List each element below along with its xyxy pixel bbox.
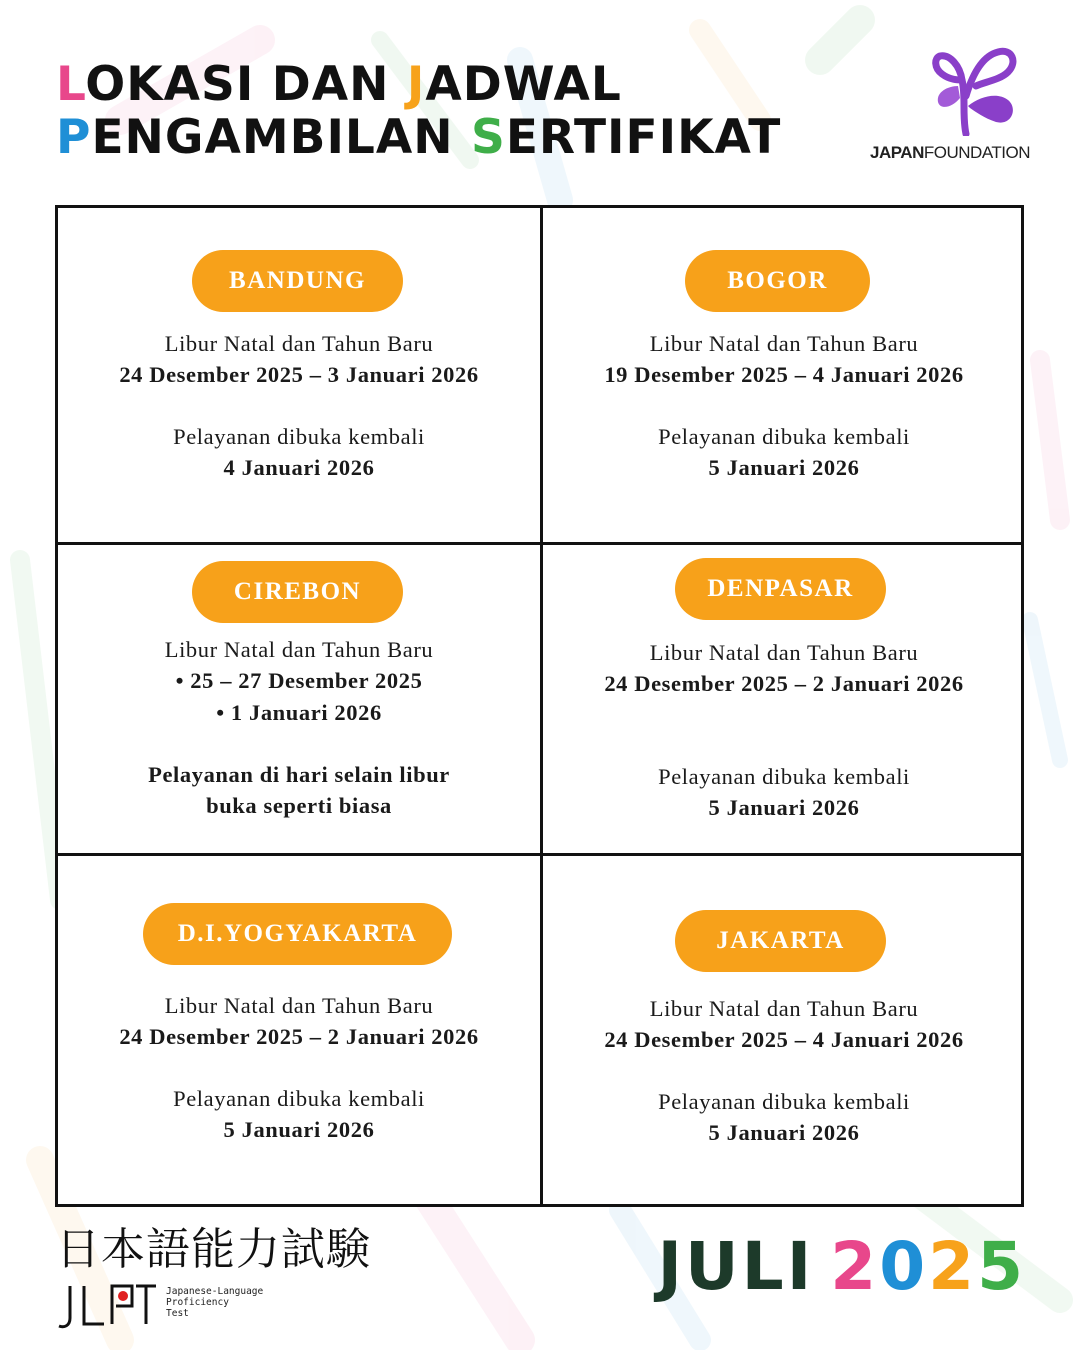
reopen-date: 4 Januari 2026 <box>223 455 375 480</box>
title-line-1 <box>56 58 781 111</box>
title-word: ERTIFIKAT <box>505 110 782 165</box>
year-digit: 2 <box>928 1228 978 1305</box>
jlpt-subtitle-line: Japanese-Language <box>166 1286 264 1297</box>
page-title <box>56 58 781 164</box>
schedule-grid <box>55 205 1024 1207</box>
holiday-label: Libur Natal dan Tahun Baru <box>164 993 434 1018</box>
city-badge: D.I.YOGYAKARTA <box>143 903 452 965</box>
title-initial: S <box>470 110 506 165</box>
edition-month: JULI <box>657 1228 815 1305</box>
location-card-cirebon <box>58 545 540 853</box>
city-badge: JAKARTA <box>675 910 886 972</box>
reopen-label: Pelayanan dibuka kembali <box>658 764 910 789</box>
jlpt-subtitle <box>166 1286 263 1319</box>
holiday-label: Libur Natal dan Tahun Baru <box>649 640 919 665</box>
reopen-label: Pelayanan dibuka kembali <box>658 1089 910 1114</box>
holiday-label: Libur Natal dan Tahun Baru <box>164 331 434 356</box>
city-badge: DENPASAR <box>675 558 886 620</box>
logo-wordmark: JAPANFOUNDATION <box>870 143 1030 162</box>
reopen-label: Pelayanan dibuka kembali <box>658 424 910 449</box>
butterfly-icon <box>932 46 1020 136</box>
year-digit: 0 <box>879 1228 929 1305</box>
edition-date <box>657 1228 1026 1305</box>
reopen-label: Pelayanan dibuka kembali <box>173 1086 425 1111</box>
reopen-date: 5 Januari 2026 <box>708 455 860 480</box>
title-word: OKASI DAN <box>85 57 407 112</box>
title-word: ADWAL <box>425 57 622 112</box>
reopen-date: 5 Januari 2026 <box>708 1120 860 1145</box>
holiday-label: Libur Natal dan Tahun Baru <box>649 996 919 1021</box>
title-line-2 <box>56 111 781 164</box>
reopen-date: 5 Januari 2026 <box>708 795 860 820</box>
city-badge: BOGOR <box>685 250 870 312</box>
location-card-yogyakarta <box>58 856 540 1204</box>
holiday-dates: 24 Desember 2025 – 2 Januari 2026 <box>119 1024 479 1049</box>
service-note: buka seperti biasa <box>206 793 392 818</box>
location-card-denpasar <box>543 545 1025 853</box>
holiday-label: Libur Natal dan Tahun Baru <box>164 637 434 662</box>
holiday-bullet: • 1 Januari 2026 <box>216 700 382 725</box>
year-digit: 2 <box>830 1228 880 1305</box>
japan-foundation-logo <box>870 46 1030 171</box>
reopen-date: 5 Januari 2026 <box>223 1117 375 1142</box>
title-initial: L <box>56 57 86 112</box>
city-badge: CIREBON <box>192 561 403 623</box>
holiday-dates: 24 Desember 2025 – 3 Januari 2026 <box>119 362 479 387</box>
holiday-dates: 19 Desember 2025 – 4 Januari 2026 <box>604 362 964 387</box>
jlpt-mark-icon <box>56 1282 156 1332</box>
title-initial: J <box>406 57 426 112</box>
holiday-dates: 24 Desember 2025 – 2 Januari 2026 <box>604 671 964 696</box>
holiday-label: Libur Natal dan Tahun Baru <box>649 331 919 356</box>
city-badge: BANDUNG <box>192 250 403 312</box>
holiday-dates: 24 Desember 2025 – 4 Januari 2026 <box>604 1027 964 1052</box>
location-card-jakarta <box>543 856 1025 1204</box>
title-word: ENGAMBILAN <box>91 110 471 165</box>
service-note: Pelayanan di hari selain libur <box>148 762 450 787</box>
jlpt-logo <box>56 1226 371 1336</box>
holiday-bullet: • 25 – 27 Desember 2025 <box>175 668 423 693</box>
location-card-bandung <box>58 208 540 542</box>
location-card-bogor <box>543 208 1025 542</box>
title-initial: P <box>56 110 92 165</box>
jlpt-subtitle-line: Test <box>166 1308 189 1319</box>
jlpt-subtitle-line: Proficiency <box>166 1297 229 1308</box>
reopen-label: Pelayanan dibuka kembali <box>173 424 425 449</box>
year-digit: 5 <box>977 1228 1026 1305</box>
jlpt-kanji-title: 日本語能力試験 <box>56 1224 371 1275</box>
